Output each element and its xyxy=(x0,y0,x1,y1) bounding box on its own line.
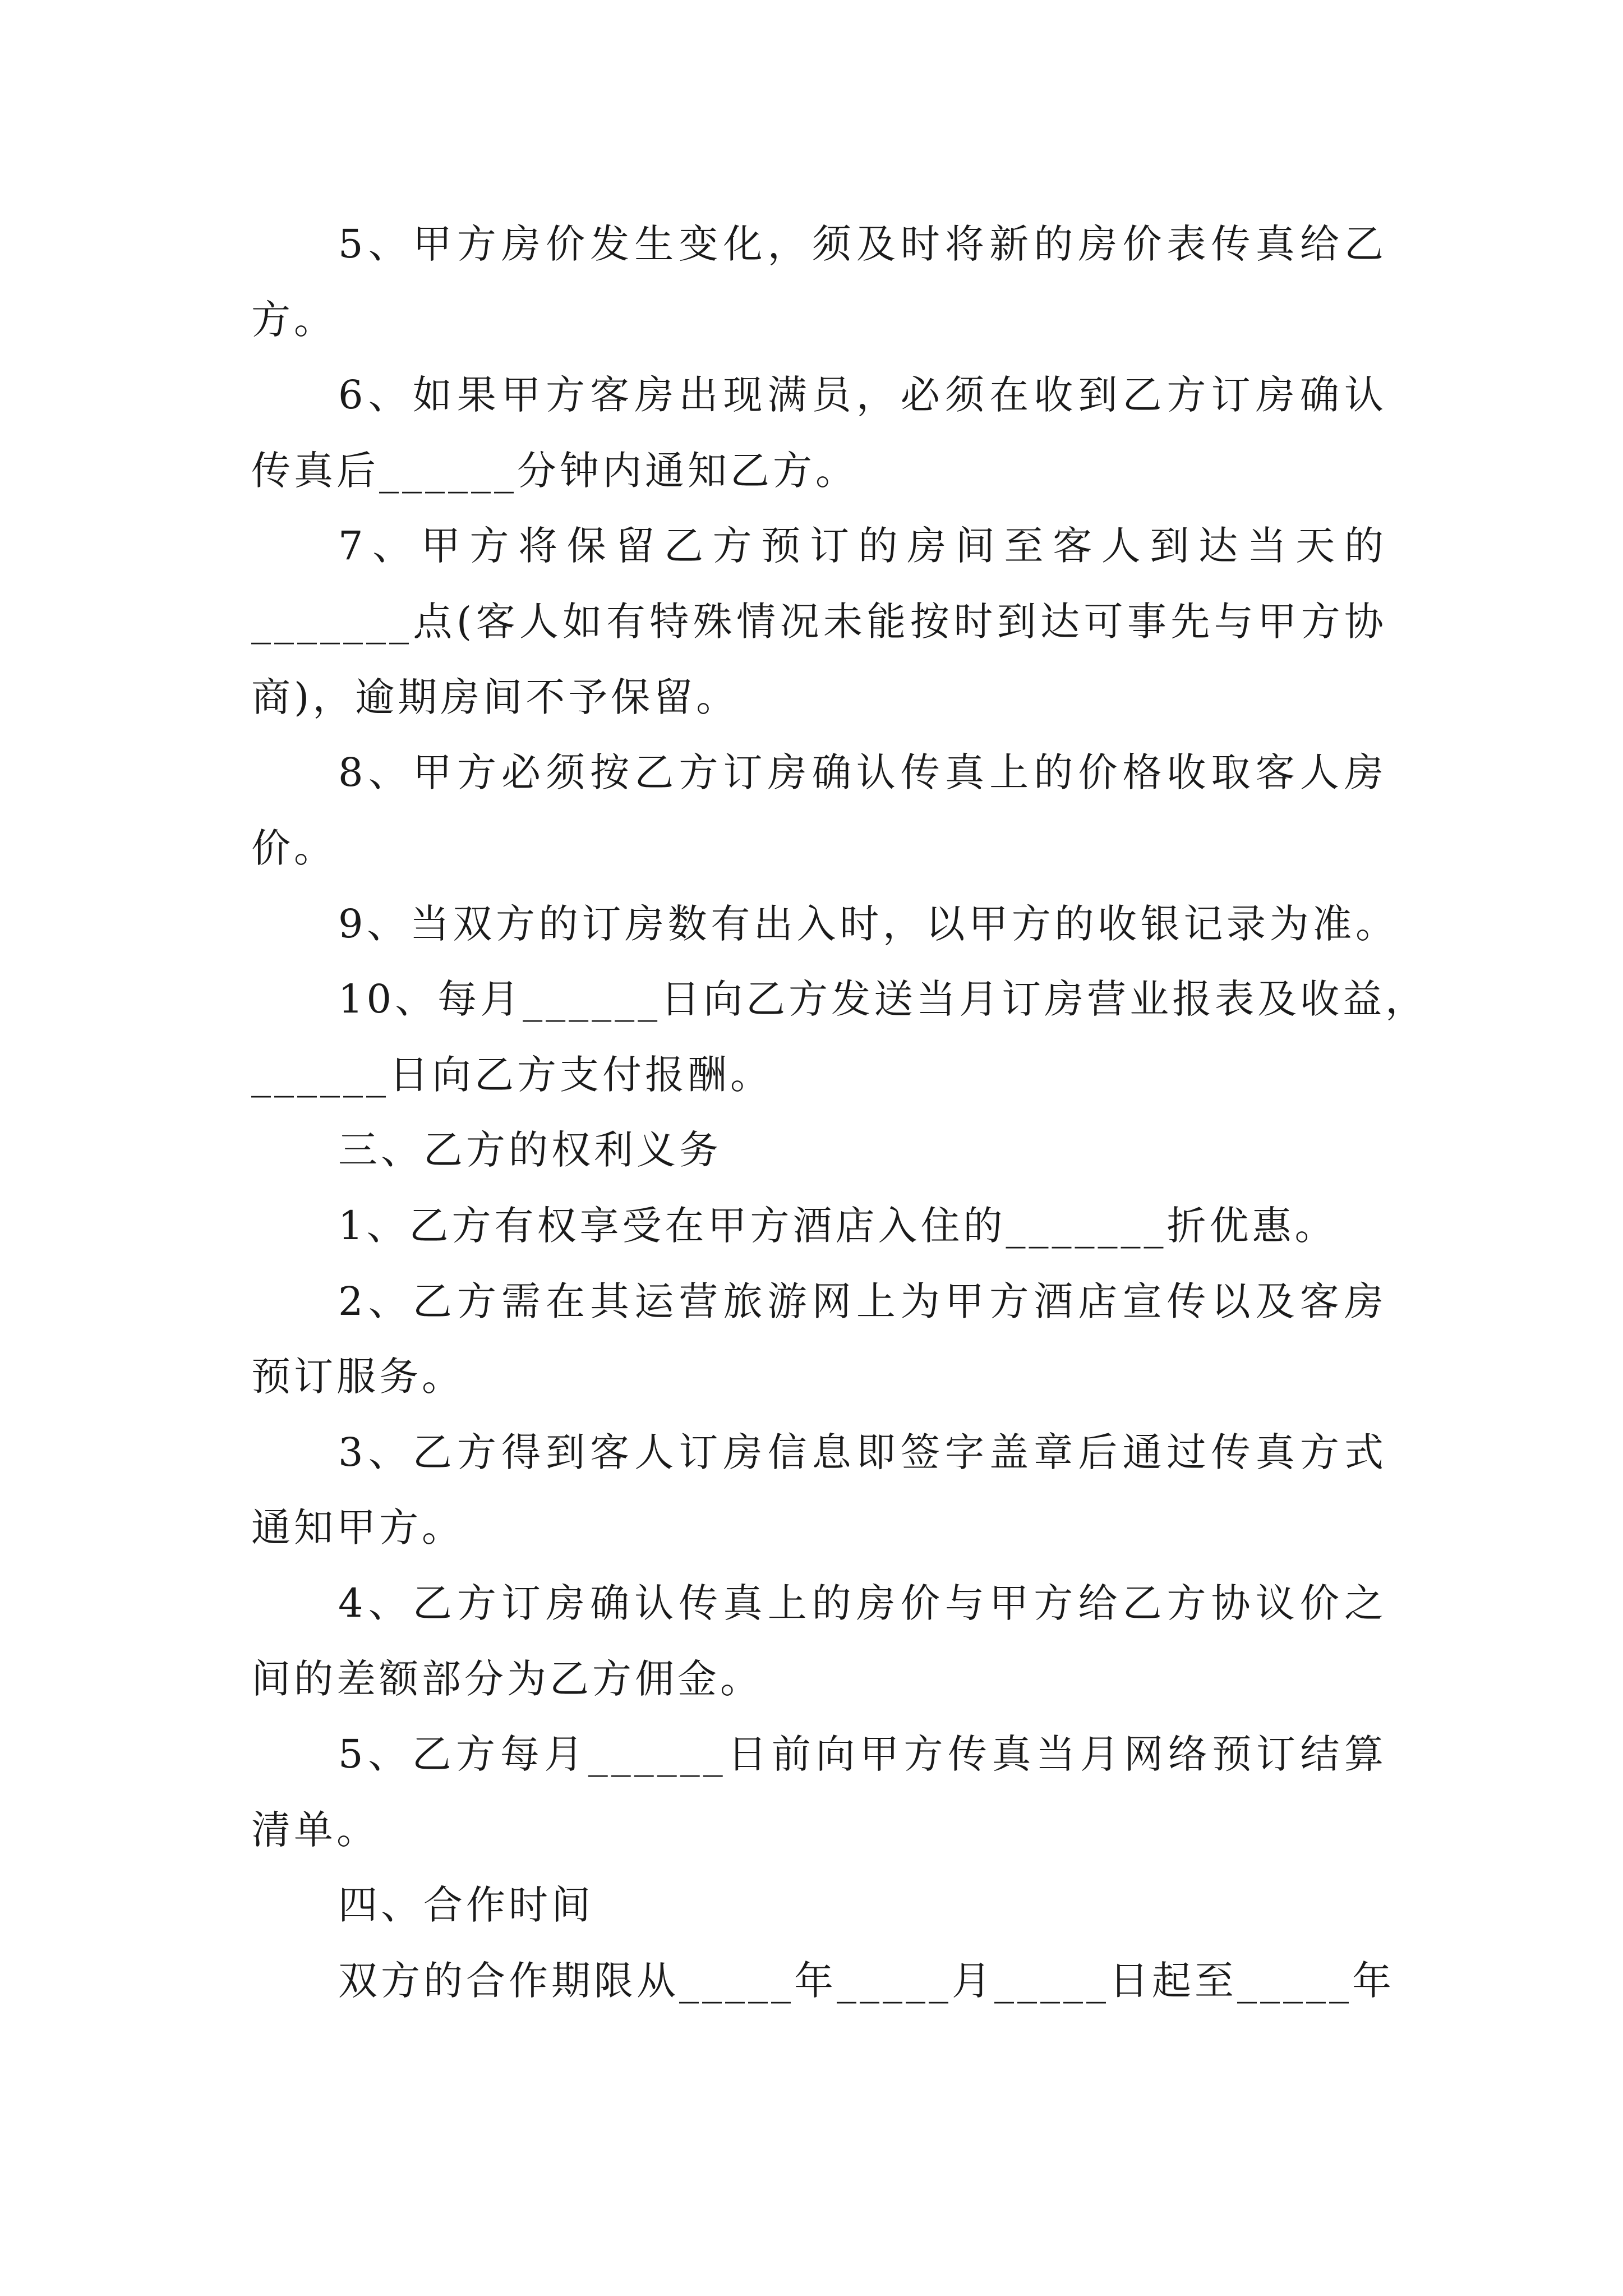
paragraph-line: 传真后______分钟内通知乙方。 xyxy=(251,448,858,494)
paragraph-line: 通知甲方。 xyxy=(251,1504,464,1550)
paragraph-line: 5、甲方房价发生变化，须及时将新的房价表传真给乙 xyxy=(338,221,1387,267)
paragraph-line: 清单。 xyxy=(251,1807,379,1853)
paragraph-line: 间的差额部分为乙方佣金。 xyxy=(251,1656,763,1702)
paragraph-line: 3、乙方得到客人订房信息即签字盖章后通过传真方式 xyxy=(338,1429,1387,1475)
paragraph-line: 6、如果甲方客房出现满员，必须在收到乙方订房确认 xyxy=(338,372,1387,418)
paragraph-line: 商)，逾期房间不予保留。 xyxy=(251,674,739,720)
paragraph-line: 1、乙方有权享受在甲方酒店入住的_______折优惠。 xyxy=(338,1203,1338,1249)
section-heading: 四、合作时间 xyxy=(338,1882,594,1928)
paragraph-line: _______点(客人如有特殊情况未能按时到达可事先与甲方协 xyxy=(251,599,1387,645)
paragraph-line: 价。 xyxy=(251,825,336,871)
paragraph-line: 10、每月______日向乙方发送当月订房营业报表及收益， xyxy=(338,976,1428,1022)
section-heading: 三、乙方的权利义务 xyxy=(338,1127,722,1173)
paragraph-line: 2、乙方需在其运营旅游网上为甲方酒店宣传以及客房 xyxy=(338,1278,1387,1324)
paragraph-line: 5、乙方每月______日前向甲方传真当月网络预订结算 xyxy=(338,1731,1387,1777)
paragraph-line: 8、甲方必须按乙方订房确认传真上的价格收取客人房 xyxy=(338,749,1387,795)
paragraph-line: 4、乙方订房确认传真上的房价与甲方给乙方协议价之 xyxy=(338,1580,1387,1626)
paragraph-line: ______日向乙方支付报酬。 xyxy=(251,1052,773,1098)
paragraph-line: 预订服务。 xyxy=(251,1354,464,1400)
paragraph-line: 双方的合作期限从_____年_____月_____日起至_____年 xyxy=(338,1958,1395,2004)
paragraph-line: 7、甲方将保留乙方预订的房间至客人到达当天的 xyxy=(338,523,1387,569)
paragraph-line: 方。 xyxy=(251,297,336,343)
paragraph-line: 9、当双方的订房数有出入时，以甲方的收银记录为准。 xyxy=(338,901,1398,947)
